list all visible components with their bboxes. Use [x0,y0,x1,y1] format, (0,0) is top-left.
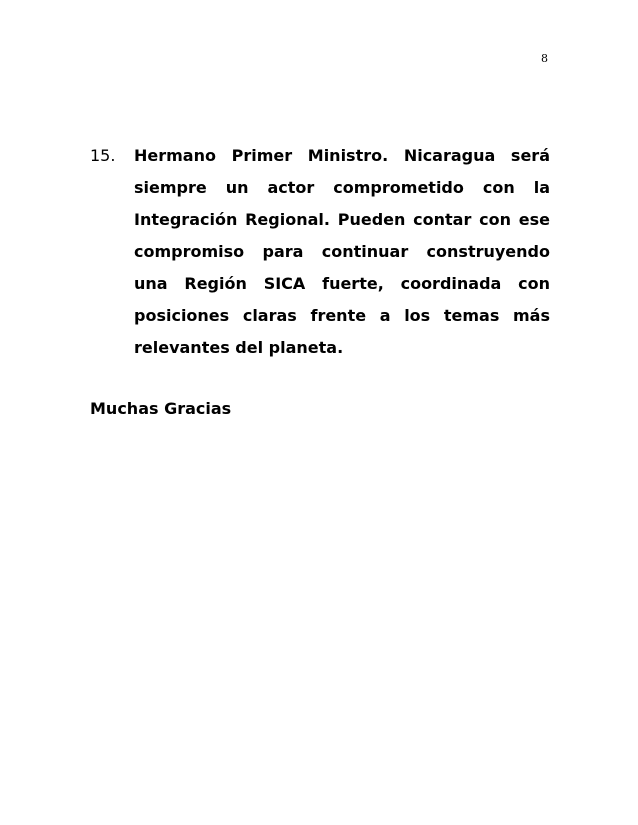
paragraph-text: Hermano Primer Ministro. Nicaragua será siempre un actor comprometido con la Integración Regional. Pueden contar con ese compromiso para continuar construyendo una Región SICA fuerte, coordinada con posiciones claras frente a los temas más relevantes del planeta. [134,146,550,357]
numbered-paragraph [90,140,550,364]
paragraph-number: 15. [90,146,116,165]
closing-remark: Muchas Gracias [90,399,232,418]
page-number: 8 [541,52,548,65]
